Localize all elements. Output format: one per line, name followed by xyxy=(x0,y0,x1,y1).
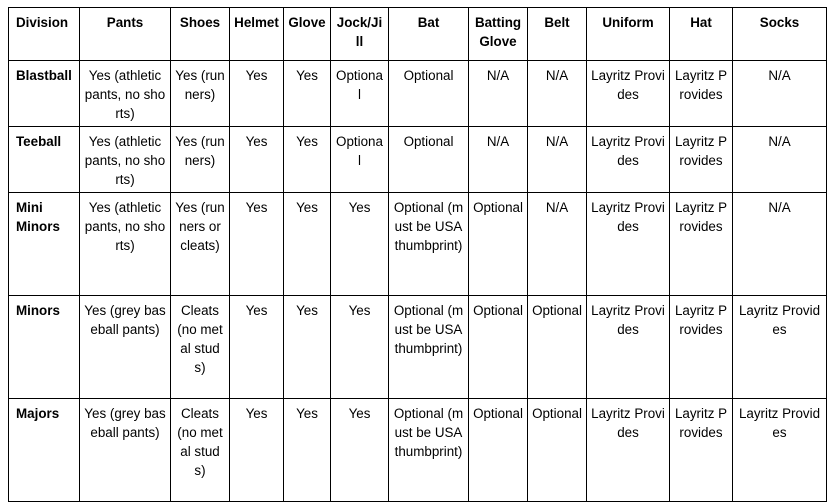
table-cell: Yes (runners or cleats) xyxy=(171,193,230,296)
table-cell: Layritz Provides xyxy=(587,399,670,502)
table-cell: Yes xyxy=(230,127,284,193)
header-pants: Pants xyxy=(80,8,171,61)
table-cell: Yes xyxy=(331,193,389,296)
division-cell: Minors xyxy=(9,296,80,399)
table-cell: Layritz Provides xyxy=(670,399,733,502)
table-cell: N/A xyxy=(733,127,827,193)
table-cell: Yes xyxy=(230,399,284,502)
table-cell: Layritz Provides xyxy=(587,61,670,127)
table-cell: N/A xyxy=(733,61,827,127)
header-shoes: Shoes xyxy=(171,8,230,61)
table-cell: Yes xyxy=(230,193,284,296)
table-cell: Yes (athletic pants, no shorts) xyxy=(80,193,171,296)
table-cell: Yes xyxy=(284,296,331,399)
table-cell: N/A xyxy=(469,127,528,193)
table-cell: Yes (grey baseball pants) xyxy=(80,296,171,399)
table-cell: Optional xyxy=(389,127,469,193)
table-cell: Layritz Provides xyxy=(587,296,670,399)
table-cell: Yes xyxy=(284,127,331,193)
table-cell: Optional (must be USA thumbprint) xyxy=(389,193,469,296)
division-cell: Majors xyxy=(9,399,80,502)
table-cell: Yes (runners) xyxy=(171,61,230,127)
table-row xyxy=(9,193,827,296)
table-cell: Optional xyxy=(469,193,528,296)
table-cell: Cleats (no metal studs) xyxy=(171,296,230,399)
table-cell: Layritz Provides xyxy=(670,61,733,127)
table-cell: Layritz Provides xyxy=(670,296,733,399)
table-cell: Optional xyxy=(469,399,528,502)
table-cell: N/A xyxy=(469,61,528,127)
table-cell: Layritz Provides xyxy=(733,399,827,502)
table-cell: Yes (runners) xyxy=(171,127,230,193)
table-cell: N/A xyxy=(528,193,587,296)
header-socks: Socks xyxy=(733,8,827,61)
table-cell: Yes (grey baseball pants) xyxy=(80,399,171,502)
header-jock-jill: Jock/Jill xyxy=(331,8,389,61)
table-cell: Optional xyxy=(331,61,389,127)
table-cell: Optional xyxy=(528,399,587,502)
table-cell: N/A xyxy=(528,127,587,193)
header-batting-glove: Batting Glove xyxy=(469,8,528,61)
table-cell: N/A xyxy=(733,193,827,296)
header-glove: Glove xyxy=(284,8,331,61)
table-cell: Yes (athletic pants, no shorts) xyxy=(80,61,171,127)
table-cell: Optional (must be USA thumbprint) xyxy=(389,296,469,399)
table-row xyxy=(9,399,827,502)
table-cell: Yes xyxy=(284,61,331,127)
header-belt: Belt xyxy=(528,8,587,61)
table-cell: Yes xyxy=(230,296,284,399)
table-row xyxy=(9,127,827,193)
division-cell: Mini Minors xyxy=(9,193,80,296)
table-cell: Yes (athletic pants, no shorts) xyxy=(80,127,171,193)
header-division: Division xyxy=(9,8,80,61)
header-uniform: Uniform xyxy=(587,8,670,61)
table-cell: Optional (must be USA thumbprint) xyxy=(389,399,469,502)
table-cell: Optional xyxy=(331,127,389,193)
table-cell: Yes xyxy=(284,399,331,502)
table-cell: Yes xyxy=(331,296,389,399)
header-bat: Bat xyxy=(389,8,469,61)
table-cell: Cleats (no metal studs) xyxy=(171,399,230,502)
header-hat: Hat xyxy=(670,8,733,61)
division-cell: Blastball xyxy=(9,61,80,127)
table-cell: Layritz Provides xyxy=(733,296,827,399)
header-helmet: Helmet xyxy=(230,8,284,61)
table-row xyxy=(9,61,827,127)
table-cell: Layritz Provides xyxy=(670,193,733,296)
division-cell: Teeball xyxy=(9,127,80,193)
table-row xyxy=(9,296,827,399)
table-cell: Layritz Provides xyxy=(587,127,670,193)
table-cell: Layritz Provides xyxy=(587,193,670,296)
equipment-table xyxy=(8,7,827,502)
header-row xyxy=(9,8,827,61)
table-cell: Yes xyxy=(284,193,331,296)
table-cell: N/A xyxy=(528,61,587,127)
table-cell: Yes xyxy=(331,399,389,502)
table-cell: Layritz Provides xyxy=(670,127,733,193)
table-cell: Optional xyxy=(389,61,469,127)
table-cell: Optional xyxy=(528,296,587,399)
table-cell: Optional xyxy=(469,296,528,399)
table-cell: Yes xyxy=(230,61,284,127)
